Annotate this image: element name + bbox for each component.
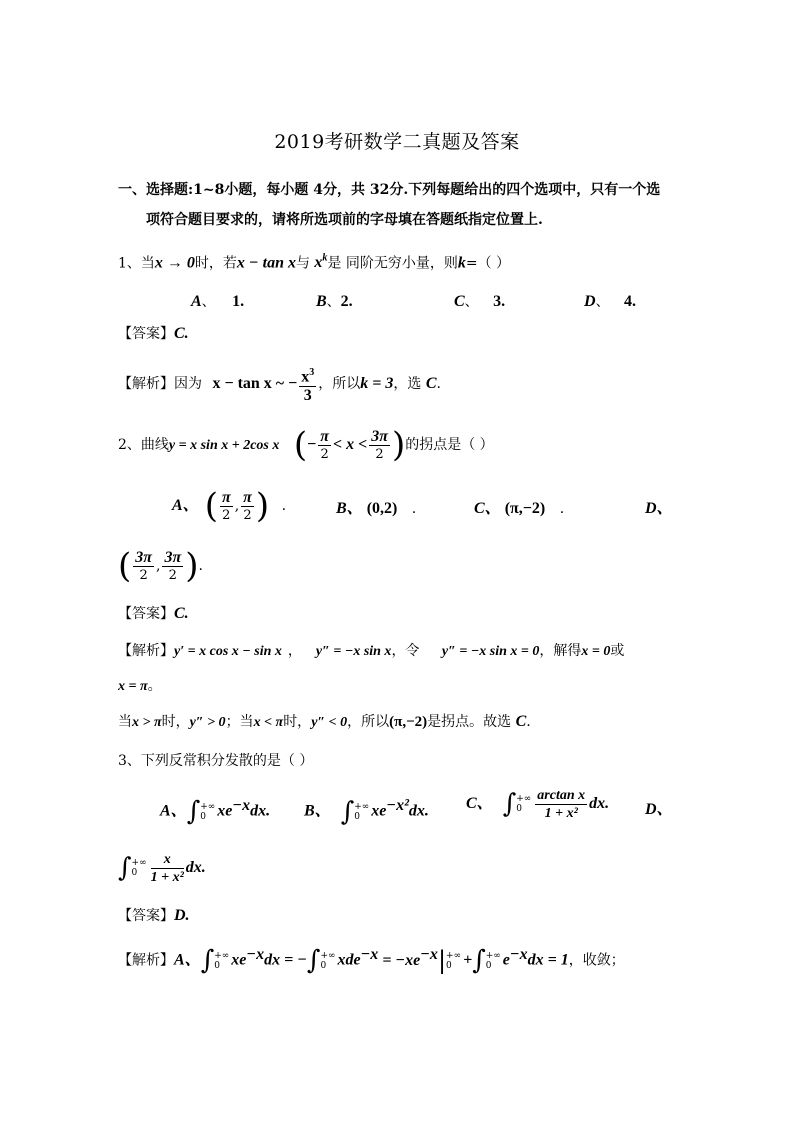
q3-explanation: 【解析】A、∫ +∞ 0 $xe^{-x}dx$ = −∫ +∞ 0 $xde^{-x} = -xe^{-x}|$ +∞ 0 +∫ +∞ 0 $e^{-x}dx = 1$，收敛；: [118, 945, 625, 976]
q3-option-a: A、∫ +∞ 0 $xe^{-x}dx$.: [160, 796, 271, 827]
question-1: 1、当x → 0时，若x − tan x与 $x^k$是 同阶无穷小量，则k=（ ）: [118, 253, 511, 272]
q2-option-a: A、 ( $\frac{\pi}{2}$ , $\frac{\pi}{2}$ ) .: [172, 486, 287, 526]
question-2: 2、曲线y = x sin x + 2cos x (− $\frac{\pi}{2}$ < x < $\frac{3\pi}{2}$ )的拐点是（ ）: [118, 425, 494, 465]
section-heading-line1: 一、选择题:1~8小题，每小题 4分，共 32分.下列每题给出的四个选项中，只有一个选: [118, 182, 661, 198]
section-heading-line2: 项符合题目要求的，请将所选项前的字母填在答题纸指定位置上.: [146, 212, 543, 228]
question-3: 3、下列反常积分发散的是（ ）: [118, 753, 314, 769]
math-x-minus-tanx: x − tan x: [236, 254, 296, 272]
q1-option-a: A、 1.: [191, 293, 245, 310]
q1-option-b: B、2.: [316, 293, 353, 310]
page-title: 2019考研数学二真题及答案: [274, 131, 520, 153]
q2-answer: 【答案】C.: [118, 605, 189, 622]
q3-option-c: C、 ∫ +∞ 0 $\frac{\text{arctan x}}{\text{1 + x²}}$ dx.: [466, 787, 610, 821]
q1-explanation: 【解析】因为 x − tan x ~ − $\frac{x^3}{3}$ ，所以k = 3，选 C.: [118, 358, 441, 410]
q2-option-c: C、 (π,−2) .: [474, 500, 565, 517]
q2-option-b: B、 (0,2) .: [336, 500, 417, 517]
q1-answer: 【答案】C.: [118, 325, 189, 342]
q1-option-d: D、 4.: [584, 293, 637, 310]
q2-explanation-line3: 当x > π时，y″ > 0；当x < π时，y″ < 0，所以(π,−2)是拐点。故选 C.: [118, 713, 531, 730]
q1-option-c: C、 3.: [454, 293, 506, 310]
q3-option-d-value: ∫ +∞ 0 $\frac{x}{\text{1 + x²}}$ dx.: [118, 851, 206, 885]
q3-option-b: B、 ∫ +∞ 0 $xe^{-x^2}dx$.: [304, 796, 429, 827]
q2-option-d: D、: [645, 500, 673, 517]
math-x-to-0: x → 0: [154, 254, 195, 272]
math-x-power-k: $x^k$: [314, 253, 328, 272]
q2-option-d-value: ( $\frac{3\pi}{2}$ , $\frac{3\pi}{2}$ ).: [118, 546, 203, 586]
fraction-x3-over-3: $\frac{x^3}{3}$: [299, 364, 316, 403]
q3-option-d: D、: [645, 801, 673, 818]
q2-explanation-line2: x = π。: [118, 678, 162, 694]
q3-answer: 【答案】D.: [118, 907, 190, 924]
q2-explanation-line1: 【解析】y′ = x cos x − sin x ， y″ = −x sin x，令 y″ = −x sin x = 0，解得x = 0或: [118, 643, 625, 659]
